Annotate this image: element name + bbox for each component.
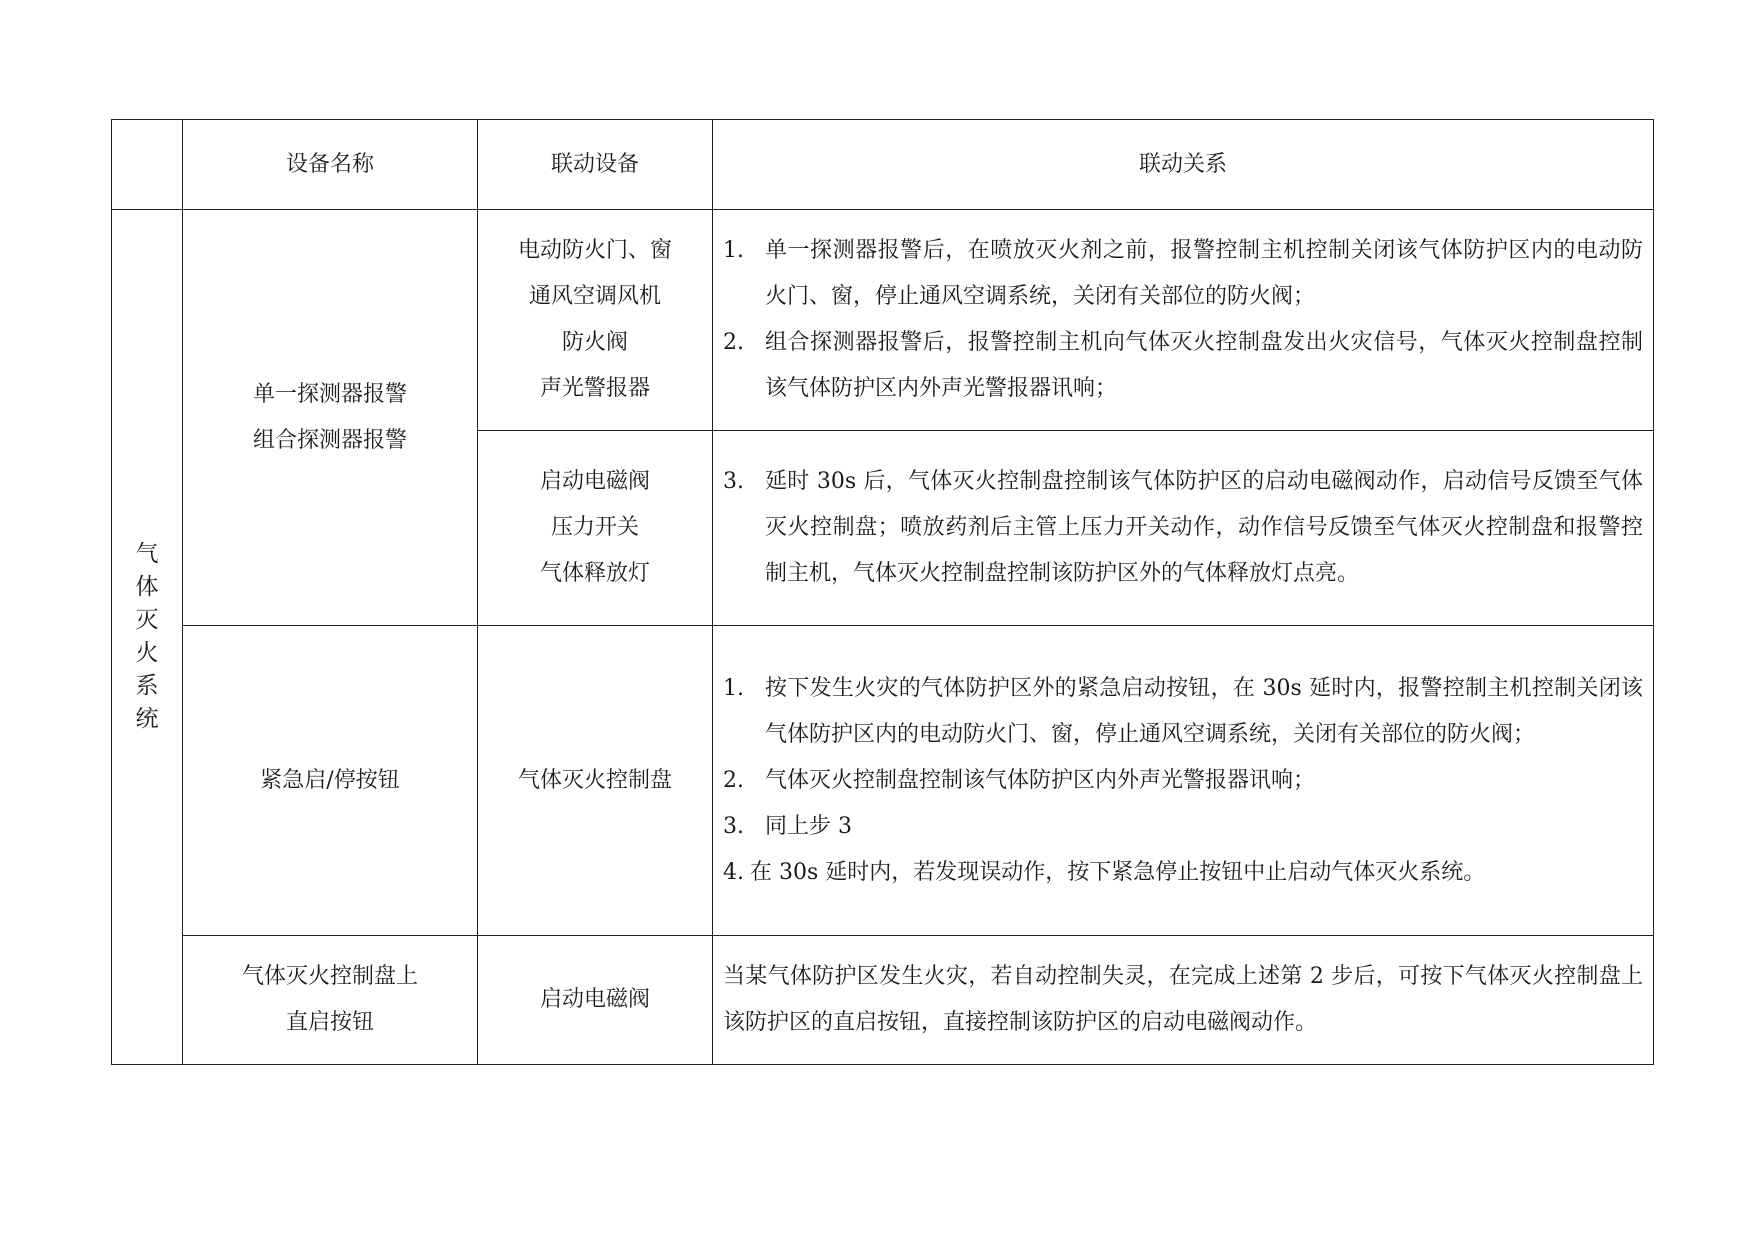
equipment-name-line: 组合探测器报警 xyxy=(252,427,407,453)
relation-item xyxy=(723,850,1643,896)
item-number: 2. xyxy=(723,330,744,355)
equipment-name-line: 直启按钮 xyxy=(285,1010,374,1035)
equipment-name-line: 紧急启/停按钮 xyxy=(260,767,400,793)
item-text: 按下发生火灾的气体防护区外的紧急启动按钮，在 30s 延时内，报警控制主机控制关闭该气体防护区内的电动防火门、窗，停止通风空调系统，关闭有关部位的防火阀； xyxy=(765,675,1643,747)
relation-text: 当某气体防护区发生火灾，若自动控制失灵，在完成上述第 2 步后，可按下气体灭火控制盘上该防护区的直启按钮，直接控制该防护区的启动电磁阀动作。 xyxy=(723,964,1643,1035)
relation-item xyxy=(723,666,1643,758)
linked-equipment-line: 压力开关 xyxy=(550,515,639,540)
equipment-name-cell xyxy=(183,936,478,1065)
table-header-row xyxy=(112,120,1654,210)
item-text: 组合探测器报警后，报警控制主机向气体灭火控制盘发出火灾信号，气体灭火控制盘控制该气体防护区内外声光警报器讯响； xyxy=(765,330,1643,401)
linked-equipment-line: 启动电磁阀 xyxy=(539,987,650,1012)
linkage-relation-cell xyxy=(713,431,1654,626)
system-name: 气体灭火系统 xyxy=(135,541,159,732)
relation-item xyxy=(723,804,1643,850)
item-number: 2. xyxy=(723,767,744,793)
linked-equipment-line: 气体释放灯 xyxy=(539,561,650,586)
linkage-relation-cell xyxy=(713,626,1654,936)
system-name-cell xyxy=(112,210,183,1065)
item-number: 4. xyxy=(723,859,744,885)
linked-equipment-line: 通风空调风机 xyxy=(528,284,661,309)
equipment-name-line: 单一探测器报警 xyxy=(252,381,407,407)
linked-equipment-cell xyxy=(478,210,713,431)
table-row xyxy=(112,626,1654,936)
linked-equipment-line: 启动电磁阀 xyxy=(539,469,650,494)
equipment-name-cell xyxy=(183,626,478,936)
item-number: 1. xyxy=(723,238,744,263)
linked-equipment-line: 声光警报器 xyxy=(539,376,650,401)
table-row xyxy=(112,210,1654,431)
table-row xyxy=(112,936,1654,1065)
item-number: 3. xyxy=(723,469,744,494)
linkage-relation-cell xyxy=(713,936,1654,1065)
item-number: 1. xyxy=(723,675,744,701)
linkage-relation-cell xyxy=(713,210,1654,431)
equipment-name-line: 气体灭火控制盘上 xyxy=(241,964,418,989)
relation-item xyxy=(723,459,1643,597)
linked-equipment-cell xyxy=(478,431,713,626)
item-text: 同上步 3 xyxy=(765,813,852,839)
linked-equipment-cell xyxy=(478,626,713,936)
linked-equipment-line: 电动防火门、窗 xyxy=(517,238,672,263)
linkage-table xyxy=(111,119,1654,1065)
item-text: 在 30s 延时内，若发现误动作，按下紧急停止按钮中止启动气体灭火系统。 xyxy=(750,859,1486,885)
linked-equipment-cell xyxy=(478,936,713,1065)
linked-equipment-line: 气体灭火控制盘 xyxy=(517,767,672,793)
header-linked-equipment: 联动设备 xyxy=(478,120,713,210)
header-system-cell xyxy=(112,120,183,210)
equipment-name-cell xyxy=(183,210,478,626)
item-text: 延时 30s 后，气体灭火控制盘控制该气体防护区的启动电磁阀动作，启动信号反馈至气体灭火控制盘；喷放药剂后主管上压力开关动作，动作信号反馈至气体灭火控制盘和报警控制主机，气体灭火控制盘控制该防护区外的气体释放灯点亮。 xyxy=(765,469,1643,586)
linked-equipment-line: 防火阀 xyxy=(561,330,628,355)
item-text: 气体灭火控制盘控制该气体防护区内外声光警报器讯响； xyxy=(765,767,1316,793)
item-number: 3. xyxy=(723,813,744,839)
relation-item xyxy=(723,758,1643,804)
relation-item xyxy=(723,228,1643,320)
relation-item xyxy=(723,320,1643,412)
item-text: 单一探测器报警后，在喷放灭火剂之前，报警控制主机控制关闭该气体防护区内的电动防火门、窗，停止通风空调系统，关闭有关部位的防火阀； xyxy=(765,238,1643,309)
header-equipment-name: 设备名称 xyxy=(183,120,478,210)
header-linkage-relation: 联动关系 xyxy=(713,120,1654,210)
